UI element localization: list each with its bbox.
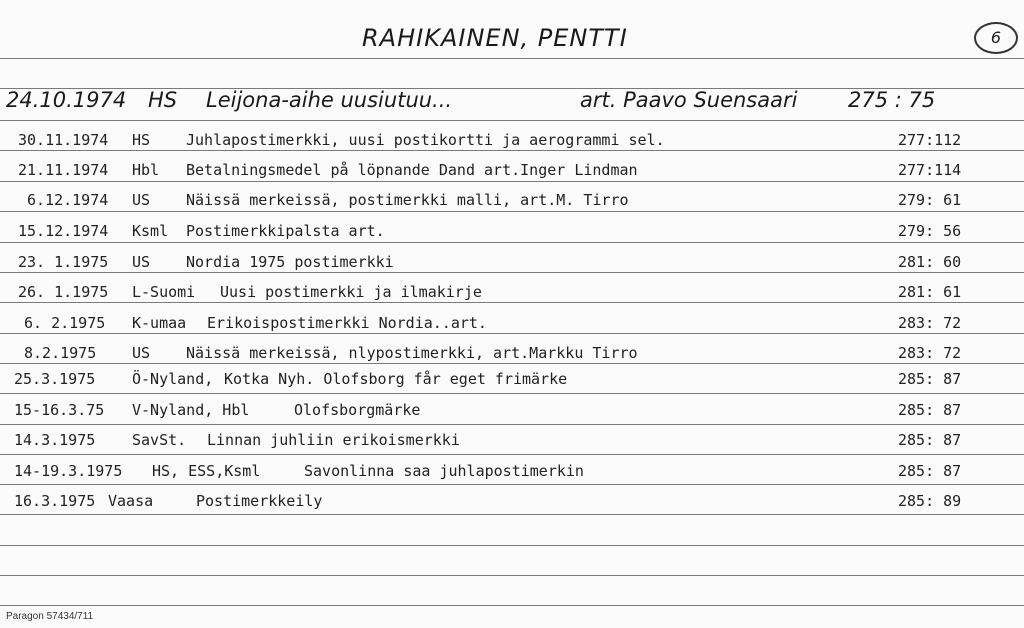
entry-row [0, 131, 1024, 153]
entry-text: Uusi postimerkki ja ilmakirje [220, 283, 482, 301]
entry-ref: 283: 72 [898, 344, 962, 362]
entry-source: HS [148, 88, 178, 112]
entry-source: Ö-Nyland, [132, 370, 214, 388]
entry-text: Olofsborgmärke [294, 401, 421, 419]
entry-source: Ksml [132, 222, 169, 240]
entry-source: US [132, 191, 151, 209]
rule-line [0, 605, 1024, 606]
entry-ref: 277:112 [898, 131, 962, 149]
entry-row [0, 462, 1024, 484]
card-footer: Paragon 57434/711 [6, 611, 94, 622]
entry-source: HS, ESS,Ksml [152, 462, 261, 480]
entry-row [0, 370, 1024, 392]
rule-line [0, 545, 1024, 546]
entry-date: 6. 2.1975 [24, 314, 106, 332]
entry-text: Erikoispostimerkki Nordia..art. [207, 314, 487, 332]
entry-source: SavSt. [132, 431, 187, 449]
card-number: 6 [974, 22, 1018, 54]
entry-date: 15-16.3.75 [14, 401, 105, 419]
entry-date: 23. 1.1975 [18, 253, 109, 271]
entry-text: Nordia 1975 postimerkki [186, 253, 394, 271]
entry-source: US [132, 253, 151, 271]
entry-text: Linnan juhliin erikoismerkki [207, 431, 460, 449]
card-title: RAHIKAINEN, PENTTI [362, 24, 628, 52]
entry-date: 15.12.1974 [18, 222, 109, 240]
entry-row [0, 401, 1024, 423]
entry-source: US [132, 344, 151, 362]
rule-line [0, 575, 1024, 576]
entry-date: 8.2.1975 [24, 344, 97, 362]
entry-row [0, 283, 1024, 305]
entry-text: Postimerkkeily [196, 492, 323, 510]
rule-line [0, 120, 1024, 121]
entry-source: Vaasa [108, 492, 154, 510]
entry-row [0, 344, 1024, 366]
entry-date: 14-19.3.1975 [14, 462, 123, 480]
entry-row [0, 492, 1024, 514]
entry-row [0, 431, 1024, 453]
entry-date: 24.10.1974 [6, 88, 127, 112]
entry-date: 21.11.1974 [18, 161, 109, 179]
entry-source: L-Suomi [132, 283, 196, 301]
entry-ref: 281: 60 [898, 253, 962, 271]
entry-ref: 279: 61 [898, 191, 962, 209]
entry-artist: art. Paavo Suensaari [580, 88, 798, 112]
entry-ref: 285: 87 [898, 462, 962, 480]
rule-line [0, 484, 1024, 485]
entry-text: Näissä merkeissä, nlypostimerkki, art.Markku Tirro [186, 344, 638, 362]
entry-text: Juhlapostimerkki, uusi postikortti ja aerogrammi sel. [186, 131, 665, 149]
entry-ref: 283: 72 [898, 314, 962, 332]
entry-ref: 281: 61 [898, 283, 962, 301]
entry-text: Leijona-aihe uusiutuu... [206, 88, 453, 112]
entry-source: K-umaa [132, 314, 187, 332]
entry-date: 25.3.1975 [14, 370, 96, 388]
entry-text: Savonlinna saa juhlapostimerkin [304, 462, 584, 480]
entry-text: Näissä merkeissä, postimerkki malli, art.M. Tirro [186, 191, 629, 209]
entry-text: Postimerkkipalsta art. [186, 222, 385, 240]
rule-line [0, 424, 1024, 425]
entry-ref: 285: 87 [898, 431, 962, 449]
rule-line [0, 58, 1024, 59]
entry-ref: 285: 89 [898, 492, 962, 510]
entry-ref: 279: 56 [898, 222, 962, 240]
rule-line [0, 393, 1024, 394]
entry-date: 14.3.1975 [14, 431, 96, 449]
rule-line [0, 514, 1024, 515]
entry-row [0, 314, 1024, 336]
entry-source: HS [132, 131, 151, 149]
entry-date: 30.11.1974 [18, 131, 109, 149]
entry-source: Hbl [132, 161, 160, 179]
entry-text: Kotka Nyh. Olofsborg får eget frimärke [224, 370, 568, 388]
entry-date: 26. 1.1975 [18, 283, 109, 301]
entry-ref: 285: 87 [898, 401, 962, 419]
entry-row [0, 222, 1024, 244]
entry-source: V-Nyland, Hbl [132, 401, 250, 419]
entry-ref: 285: 87 [898, 370, 962, 388]
entry-row [0, 161, 1024, 183]
rule-line [0, 454, 1024, 455]
entry-row [0, 253, 1024, 275]
entry-row [0, 191, 1024, 213]
entry-date: 6.12.1974 [27, 191, 109, 209]
entry-text: Betalningsmedel på löpnande Dand art.Inger Lindman [186, 161, 638, 179]
entry-ref: 275 : 75 [848, 88, 936, 112]
entry-date: 16.3.1975 [14, 492, 96, 510]
entry-ref: 277:114 [898, 161, 962, 179]
